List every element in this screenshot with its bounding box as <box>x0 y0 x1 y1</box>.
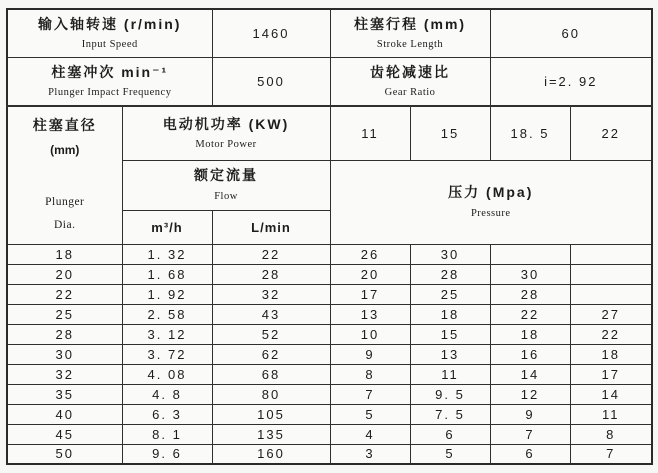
cell-r10-c6: 7 <box>570 444 652 464</box>
flow-unit-lmin: L/min <box>212 210 330 244</box>
cell-r2-c1: 1. 92 <box>122 284 212 304</box>
gear-ratio-label <box>330 57 490 106</box>
flow-label-zh: 额定流量 <box>194 167 258 184</box>
cell-r4-c6: 22 <box>570 324 652 344</box>
cell-r5-c5: 16 <box>490 344 570 364</box>
cell-r3-c6: 27 <box>570 304 652 324</box>
table-row <box>7 404 652 424</box>
cell-r9-c3: 4 <box>330 424 410 444</box>
table-row <box>7 424 652 444</box>
table-row <box>7 304 652 324</box>
cell-r2-c3: 17 <box>330 284 410 304</box>
flow-label <box>122 160 330 210</box>
cell-r3-c2: 43 <box>212 304 330 324</box>
cell-r8-c5: 9 <box>490 404 570 424</box>
cell-r9-c0: 45 <box>7 424 122 444</box>
cell-r7-c4: 9. 5 <box>410 384 490 404</box>
cell-r1-c0: 20 <box>7 264 122 284</box>
pressure-label-zh: 压力 (Mpa) <box>448 184 534 201</box>
cell-r9-c1: 8. 1 <box>122 424 212 444</box>
cell-r0-c1: 1. 32 <box>122 244 212 264</box>
cell-r10-c5: 6 <box>490 444 570 464</box>
cell-r6-c2: 68 <box>212 364 330 384</box>
table-row <box>7 384 652 404</box>
motor-power-value-15: 15 <box>410 106 490 160</box>
cell-r0-c3: 26 <box>330 244 410 264</box>
cell-r1-c4: 28 <box>410 264 490 284</box>
cell-r6-c6: 17 <box>570 364 652 384</box>
cell-r2-c2: 32 <box>212 284 330 304</box>
cell-r6-c4: 11 <box>410 364 490 384</box>
cell-r1-c3: 20 <box>330 264 410 284</box>
cell-r10-c1: 9. 6 <box>122 444 212 464</box>
table-row <box>7 244 652 264</box>
cell-r6-c1: 4. 08 <box>122 364 212 384</box>
gear-ratio-label-zh: 齿轮减速比 <box>370 63 451 80</box>
pressure-label <box>330 160 652 244</box>
cell-r3-c5: 22 <box>490 304 570 324</box>
cell-r5-c0: 30 <box>7 344 122 364</box>
cell-r0-c6 <box>570 244 652 264</box>
plunger-dia-label-zh: 柱塞直径 <box>32 117 97 134</box>
cell-r4-c4: 15 <box>410 324 490 344</box>
table-row <box>7 444 652 464</box>
input-speed-label-zh: 输入轴转速 (r/min) <box>38 15 182 32</box>
cell-r7-c1: 4. 8 <box>122 384 212 404</box>
stroke-length-label-zh: 柱塞行程 (mm) <box>353 15 467 32</box>
impact-frequency-label-zh: 柱塞冲次 min⁻¹ <box>51 63 169 80</box>
cell-r4-c2: 52 <box>212 324 330 344</box>
spec-table-body <box>7 244 652 464</box>
cell-r7-c0: 35 <box>7 384 122 404</box>
cell-r5-c6: 18 <box>570 344 652 364</box>
pressure-label-en: Pressure <box>470 207 511 219</box>
cell-r7-c6: 14 <box>570 384 652 404</box>
motor-power-label-zh: 电动机功率 (KW) <box>162 115 290 132</box>
cell-r1-c6 <box>570 264 652 284</box>
cell-r10-c3: 3 <box>330 444 410 464</box>
table-row <box>7 324 652 344</box>
motor-power-label-en: Motor Power <box>195 139 257 151</box>
cell-r6-c3: 8 <box>330 364 410 384</box>
cell-r4-c0: 28 <box>7 324 122 344</box>
cell-r6-c0: 32 <box>7 364 122 384</box>
header-row-impact-frequency <box>7 57 652 106</box>
plunger-dia-label-en1: Plunger <box>45 195 85 208</box>
cell-r9-c4: 6 <box>410 424 490 444</box>
table-row <box>7 284 652 304</box>
cell-r4-c1: 3. 12 <box>122 324 212 344</box>
cell-r0-c5 <box>490 244 570 264</box>
motor-power-label <box>122 106 330 160</box>
impact-frequency-value: 500 <box>212 57 330 106</box>
cell-r1-c1: 1. 68 <box>122 264 212 284</box>
cell-r8-c0: 40 <box>7 404 122 424</box>
cell-r4-c5: 18 <box>490 324 570 344</box>
stroke-length-value: 60 <box>490 9 652 57</box>
stroke-length-label-en: Stroke Length <box>376 39 444 51</box>
header-row-motor-power <box>7 106 652 160</box>
cell-r3-c4: 18 <box>410 304 490 324</box>
input-speed-value: 1460 <box>212 9 330 57</box>
cell-r2-c6 <box>570 284 652 304</box>
gear-ratio-value: i=2. 92 <box>490 57 652 106</box>
cell-r7-c3: 7 <box>330 384 410 404</box>
impact-frequency-label-en: Plunger Impact Frequency <box>48 87 172 99</box>
cell-r10-c0: 50 <box>7 444 122 464</box>
impact-frequency-label <box>7 57 212 106</box>
cell-r6-c5: 14 <box>490 364 570 384</box>
cell-r1-c5: 30 <box>490 264 570 284</box>
table-row <box>7 264 652 284</box>
cell-r10-c2: 160 <box>212 444 330 464</box>
cell-r0-c4: 30 <box>410 244 490 264</box>
input-speed-label <box>7 9 212 57</box>
table-row <box>7 344 652 364</box>
cell-r5-c4: 13 <box>410 344 490 364</box>
flow-unit-m3h: m³/h <box>122 210 212 244</box>
cell-r8-c2: 105 <box>212 404 330 424</box>
cell-r4-c3: 10 <box>330 324 410 344</box>
cell-r2-c0: 22 <box>7 284 122 304</box>
stroke-length-label <box>330 9 490 57</box>
cell-r0-c2: 22 <box>212 244 330 264</box>
motor-power-value-22: 22 <box>570 106 652 160</box>
header-row-input-speed <box>7 9 652 57</box>
cell-r5-c3: 9 <box>330 344 410 364</box>
cell-r8-c6: 11 <box>570 404 652 424</box>
plunger-dia-label <box>7 106 122 244</box>
cell-r8-c1: 6. 3 <box>122 404 212 424</box>
flow-label-en: Flow <box>214 190 238 202</box>
cell-r9-c2: 135 <box>212 424 330 444</box>
cell-r3-c0: 25 <box>7 304 122 324</box>
cell-r7-c5: 12 <box>490 384 570 404</box>
cell-r3-c3: 13 <box>330 304 410 324</box>
cell-r5-c1: 3. 72 <box>122 344 212 364</box>
cell-r5-c2: 62 <box>212 344 330 364</box>
cell-r9-c5: 7 <box>490 424 570 444</box>
cell-r2-c4: 25 <box>410 284 490 304</box>
pump-spec-table <box>6 8 653 465</box>
cell-r8-c4: 7. 5 <box>410 404 490 424</box>
cell-r8-c3: 5 <box>330 404 410 424</box>
cell-r3-c1: 2. 58 <box>122 304 212 324</box>
cell-r2-c5: 28 <box>490 284 570 304</box>
cell-r10-c4: 5 <box>410 444 490 464</box>
motor-power-value-11: 11 <box>330 106 410 160</box>
cell-r0-c0: 18 <box>7 244 122 264</box>
input-speed-label-en: Input Speed <box>81 39 138 51</box>
cell-r7-c2: 80 <box>212 384 330 404</box>
gear-ratio-label-en: Gear Ratio <box>384 87 436 99</box>
cell-r9-c6: 8 <box>570 424 652 444</box>
cell-r1-c2: 28 <box>212 264 330 284</box>
motor-power-value-18-5: 18. 5 <box>490 106 570 160</box>
plunger-dia-unit: (mm) <box>50 142 80 157</box>
table-row <box>7 364 652 384</box>
plunger-dia-label-en2: Dia. <box>54 218 76 231</box>
